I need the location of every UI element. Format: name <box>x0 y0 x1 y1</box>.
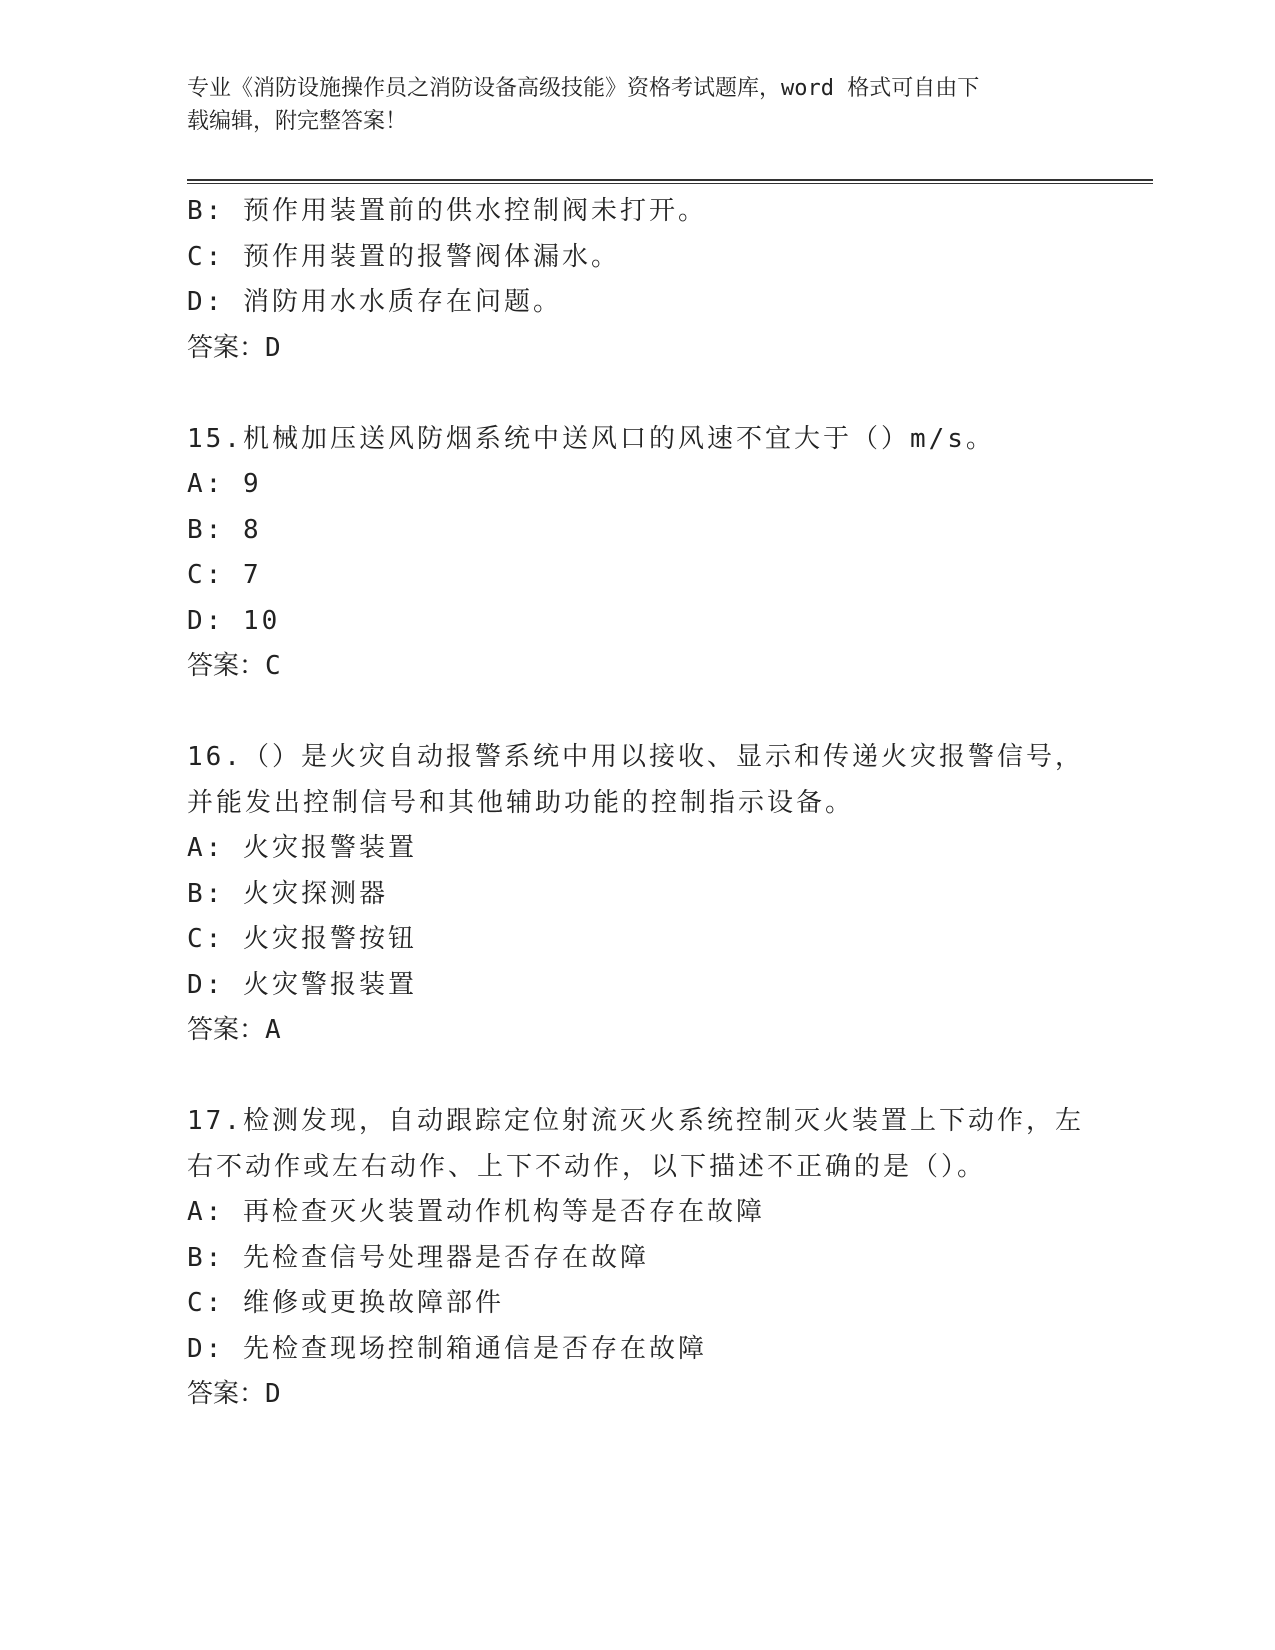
answer-line: 答案：A <box>187 1015 281 1045</box>
question-list <box>187 189 1087 1418</box>
answer-line: 答案：D <box>187 332 281 363</box>
question-text-line-2: 右不动作或左右动作、上下不动作，以下描述不正确的是（）。 <box>187 1151 987 1182</box>
question-text-line-1: 16.（）是火灾自动报警系统中用以接收、显示和传递火灾报警信号， <box>187 742 1084 772</box>
question-block-16 <box>187 735 1087 1054</box>
header-rule-thick <box>187 179 1153 181</box>
option-a: A: 再检查灭火装置动作机构等是否存在故障 <box>187 1197 765 1227</box>
question-text-line-2: 并能发出控制信号和其他辅助功能的控制指示设备。 <box>187 787 855 818</box>
header-line-2: 载编辑，附完整答案！ <box>187 109 408 134</box>
spacer <box>187 690 1087 736</box>
question-block-17 <box>187 1099 1087 1418</box>
option-b: B: 火灾探测器 <box>187 878 388 909</box>
option-d: D: 火灾警报装置 <box>187 969 417 1000</box>
option-c: C: 预作用装置的报警阀体漏水。 <box>187 241 620 272</box>
option-d: D: 10 <box>187 605 281 636</box>
document-header <box>187 72 1087 138</box>
spacer <box>187 1054 1087 1100</box>
header-line-1: 专业《消防设施操作员之消防设备高级技能》资格考试题库，word 格式可自由下 <box>187 76 980 101</box>
option-d: D: 先检查现场控制箱通信是否存在故障 <box>187 1333 707 1364</box>
answer-line: 答案：D <box>187 1379 281 1409</box>
option-c: C: 维修或更换故障部件 <box>187 1288 504 1318</box>
option-b: B: 预作用装置前的供水控制阀未打开。 <box>187 196 707 226</box>
option-a: A: 9 <box>187 469 262 499</box>
option-c: C: 火灾报警按钮 <box>187 924 417 954</box>
question-block-prev <box>187 189 1087 371</box>
option-c: C: 7 <box>187 560 262 590</box>
spacer <box>187 371 1087 417</box>
option-b: B: 先检查信号处理器是否存在故障 <box>187 1242 649 1273</box>
question-block-15 <box>187 417 1087 690</box>
answer-line: 答案：C <box>187 651 281 681</box>
question-text: 15.机械加压送风防烟系统中送风口的风速不宜大于（）m/s。 <box>187 423 995 454</box>
option-d: D: 消防用水水质存在问题。 <box>187 287 562 317</box>
question-text-line-1: 17.检测发现，自动跟踪定位射流灭火系统控制灭火装置上下动作，左 <box>187 1106 1084 1136</box>
option-a: A: 火灾报警装置 <box>187 833 417 863</box>
header-rule-thin <box>187 183 1153 184</box>
option-b: B: 8 <box>187 514 262 545</box>
